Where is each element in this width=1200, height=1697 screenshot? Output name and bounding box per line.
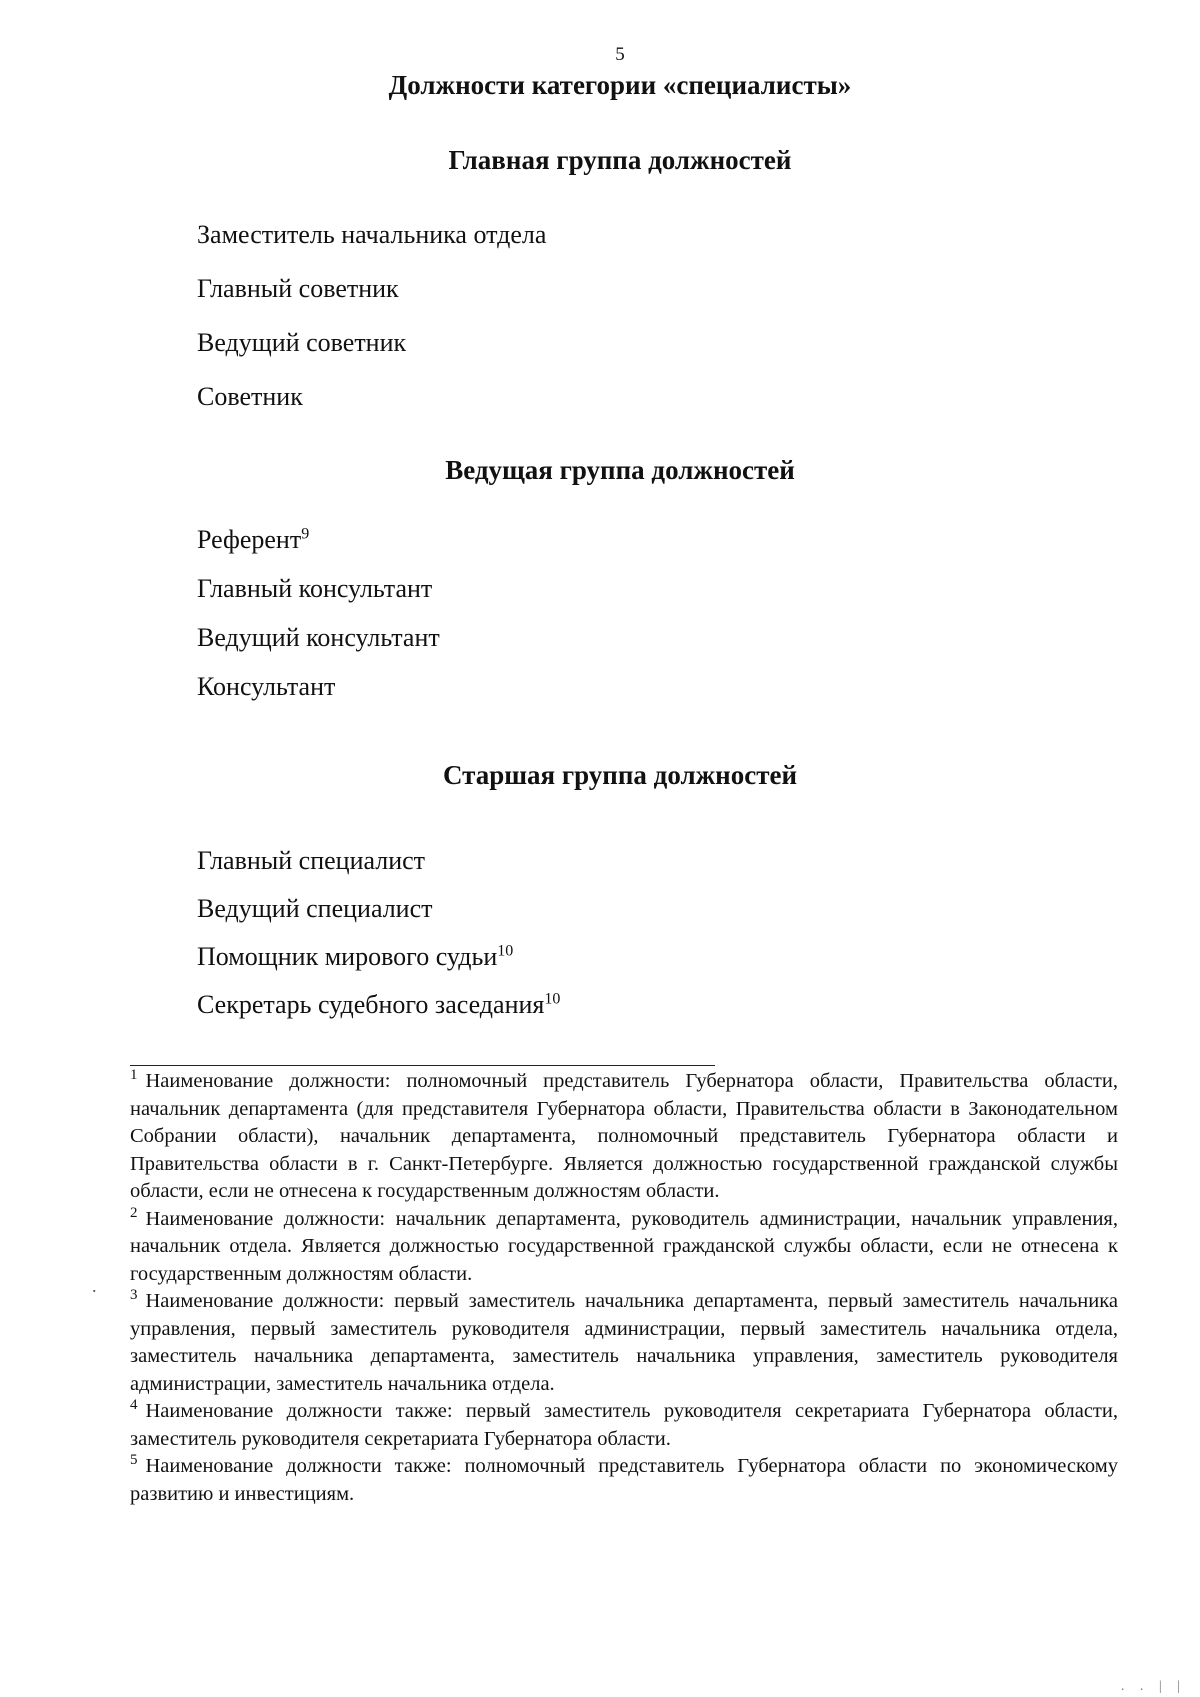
scan-speck: . <box>92 1276 97 1296</box>
footnote <box>130 1068 1118 1206</box>
footnote-ref: 10 <box>497 942 514 960</box>
position-name: Главный советник <box>197 274 399 303</box>
position-name: Референт <box>197 525 302 554</box>
footnote-text: Наименование должности: полномочный представитель Губернатора области, Правительства области, начальник департамента (для представителя Губернатора области, Правительства области в Законодательном Собрании области), начальник департамента, полномочный представитель Губернатора области и Правительства области в г. Санкт-Петербурге. Является должностью государственной гражданской службы области, если не отнесена к государственным должностям области. <box>130 1070 1118 1202</box>
group-heading-senior: Старшая группа должностей <box>442 760 798 790</box>
footnote-number: 2 <box>130 1204 138 1221</box>
footnote-text: Наименование должности: первый заместитель начальника департамента, первый заместитель начальника управления, первый заместитель руководителя администрации, первый заместитель начальника отдела, заместитель начальника департамента, заместитель начальника управления, заместитель руководителя администрации, заместитель начальника отдела. <box>130 1290 1118 1395</box>
footnote-number: 3 <box>130 1287 138 1304</box>
position-list-senior <box>197 844 560 1036</box>
position-name: Секретарь судебного заседания <box>197 990 545 1019</box>
group-heading-leading: Ведущая группа должностей <box>445 455 795 485</box>
position-name: Главный консультант <box>197 574 433 603</box>
position-name: Советник <box>197 382 303 411</box>
position-list-leading <box>197 523 440 719</box>
footnote-text: Наименование должности также: полномочный представитель Губернатора области по экономическому развитию и инвестициям. <box>130 1455 1118 1505</box>
footnote <box>130 1206 1118 1289</box>
footnotes <box>130 1068 1118 1508</box>
position-item <box>197 272 546 326</box>
position-name: Ведущий консультант <box>197 623 440 652</box>
position-name: Главный специалист <box>197 846 426 875</box>
footnote-ref: 9 <box>301 525 310 543</box>
position-item <box>197 844 560 892</box>
footnote-divider <box>130 1065 715 1066</box>
footnote-number: 4 <box>130 1397 138 1414</box>
position-name: Ведущий специалист <box>197 894 433 923</box>
footnote-ref: 10 <box>544 990 561 1008</box>
position-item <box>197 940 560 988</box>
position-item <box>197 523 440 572</box>
position-item <box>197 670 440 719</box>
position-list-main <box>197 218 546 434</box>
position-item <box>197 621 440 670</box>
position-item <box>197 326 546 380</box>
position-item <box>197 892 560 940</box>
scan-artifact: . . | | <box>1120 1679 1186 1694</box>
position-item <box>197 380 546 434</box>
page-title: Должности категории «специалисты» <box>388 70 852 100</box>
position-name: Помощник мирового судьи <box>197 942 498 971</box>
position-name: Консультант <box>197 672 336 701</box>
position-name: Ведущий советник <box>197 328 407 357</box>
position-item <box>197 572 440 621</box>
footnote-number: 5 <box>130 1452 138 1469</box>
footnote-text: Наименование должности: начальник департамента, руководитель администрации, начальник управления, начальник отдела. Является должностью государственной гражданской службы области, если не отнесена к государственным должностям области. <box>130 1207 1118 1285</box>
position-name: Заместитель начальника отдела <box>197 220 547 249</box>
page-number: 5 <box>615 44 625 65</box>
position-item <box>197 218 546 272</box>
footnote <box>130 1398 1118 1453</box>
footnote <box>130 1453 1118 1508</box>
group-heading-main: Главная группа должностей <box>448 145 792 175</box>
footnote-text: Наименование должности также: первый заместитель руководителя секретариата Губернатора области, заместитель руководителя секретариата Губернатора области. <box>130 1400 1118 1450</box>
position-item <box>197 988 560 1036</box>
footnote-number: 1 <box>130 1067 138 1084</box>
footnote <box>130 1288 1118 1398</box>
